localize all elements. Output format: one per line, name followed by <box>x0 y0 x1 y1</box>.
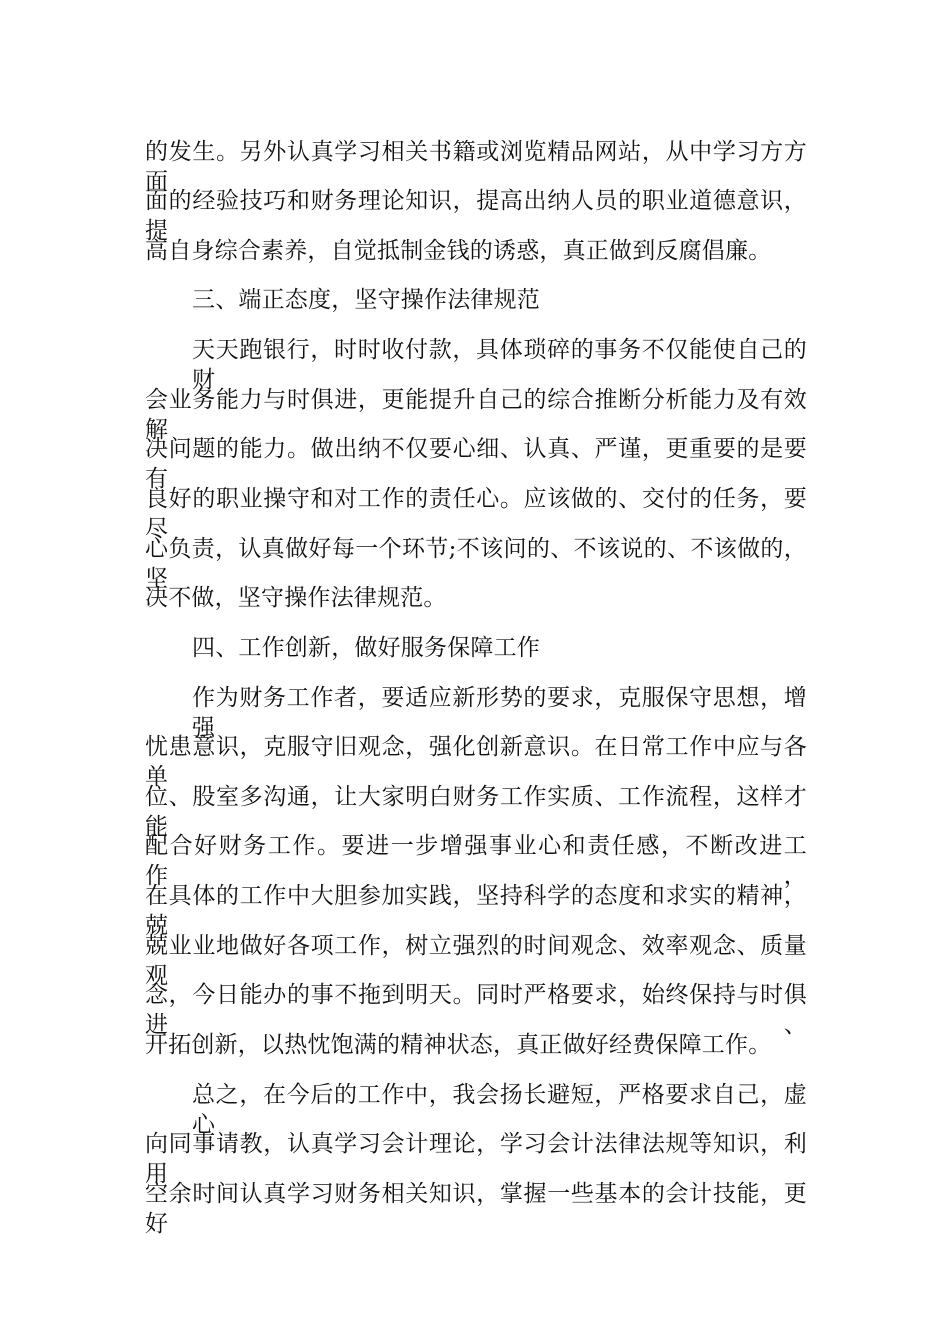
body-text-line: 决不做，坚守操作法律规范。 <box>145 585 447 611</box>
body-text-line: 空余时间认真学习财务相关知识，掌握一些基本的会计技能，更好 <box>145 1181 807 1237</box>
section-heading: 四、工作创新，做好服务保障工作 <box>192 635 540 661</box>
body-text-line: 的发生。另外认真学习相关书籍或浏览精品网站，从中学习方方面 <box>145 139 807 195</box>
body-text-line: 位、股室多沟通，让大家明白财务工作实质、工作流程，这样才能 <box>145 784 807 840</box>
body-text-line: 作为财务工作者，要适应新形势的要求，克服保守思想，增强 <box>192 685 807 741</box>
body-text-line: 良好的职业操守和对工作的责任心。应该做的、交付的任务，要尽 <box>145 486 807 542</box>
body-text-line: 天天跑银行，时时收付款，具体琐碎的事务不仅能使自己的财 <box>192 337 807 393</box>
body-text-line: 总之，在今后的工作中，我会扬长避短，严格要求自己，虚心 <box>192 1082 807 1138</box>
body-text-line: 配合好财务工作。要进一步增强事业心和责任感，不断改进工作， <box>145 833 807 889</box>
body-text-line: 向同事请教，认真学习会计理论，学习会计法律法规等知识，利用 <box>145 1131 807 1187</box>
body-text-line: 面的经验技巧和财务理论知识，提高出纳人员的职业道德意识，提 <box>145 188 807 244</box>
body-text-line: 会业务能力与时俱进，更能提升自己的综合推断分析能力及有效解 <box>145 387 807 443</box>
body-text-line: 决问题的能力。做出纳不仅要心细、认真、严谨，更重要的是要有 <box>145 436 807 492</box>
body-text-line: 念，今日能办的事不拖到明天。同时严格要求，始终保持与时俱进、 <box>145 982 807 1038</box>
body-text-line: 在具体的工作中大胆参加实践，坚持科学的态度和求实的精神，兢 <box>145 883 807 939</box>
body-text-line: 兢业业地做好各项工作，树立强烈的时间观念、效率观念、质量观 <box>145 933 807 989</box>
body-text-line: 心负责，认真做好每一个环节;不该问的、不该说的、不该做的，坚 <box>145 536 807 592</box>
body-text-line: 开拓创新，以热忱饱满的精神状态，真正做好经费保障工作。 <box>145 1032 772 1058</box>
body-text-line: 忧患意识，克服守旧观念，强化创新意识。在日常工作中应与各单 <box>145 734 807 790</box>
section-heading: 三、端正态度，坚守操作法律规范 <box>192 287 540 313</box>
body-text-line: 高自身综合素养，自觉抵制金钱的诱惑，真正做到反腐倡廉。 <box>145 238 772 264</box>
